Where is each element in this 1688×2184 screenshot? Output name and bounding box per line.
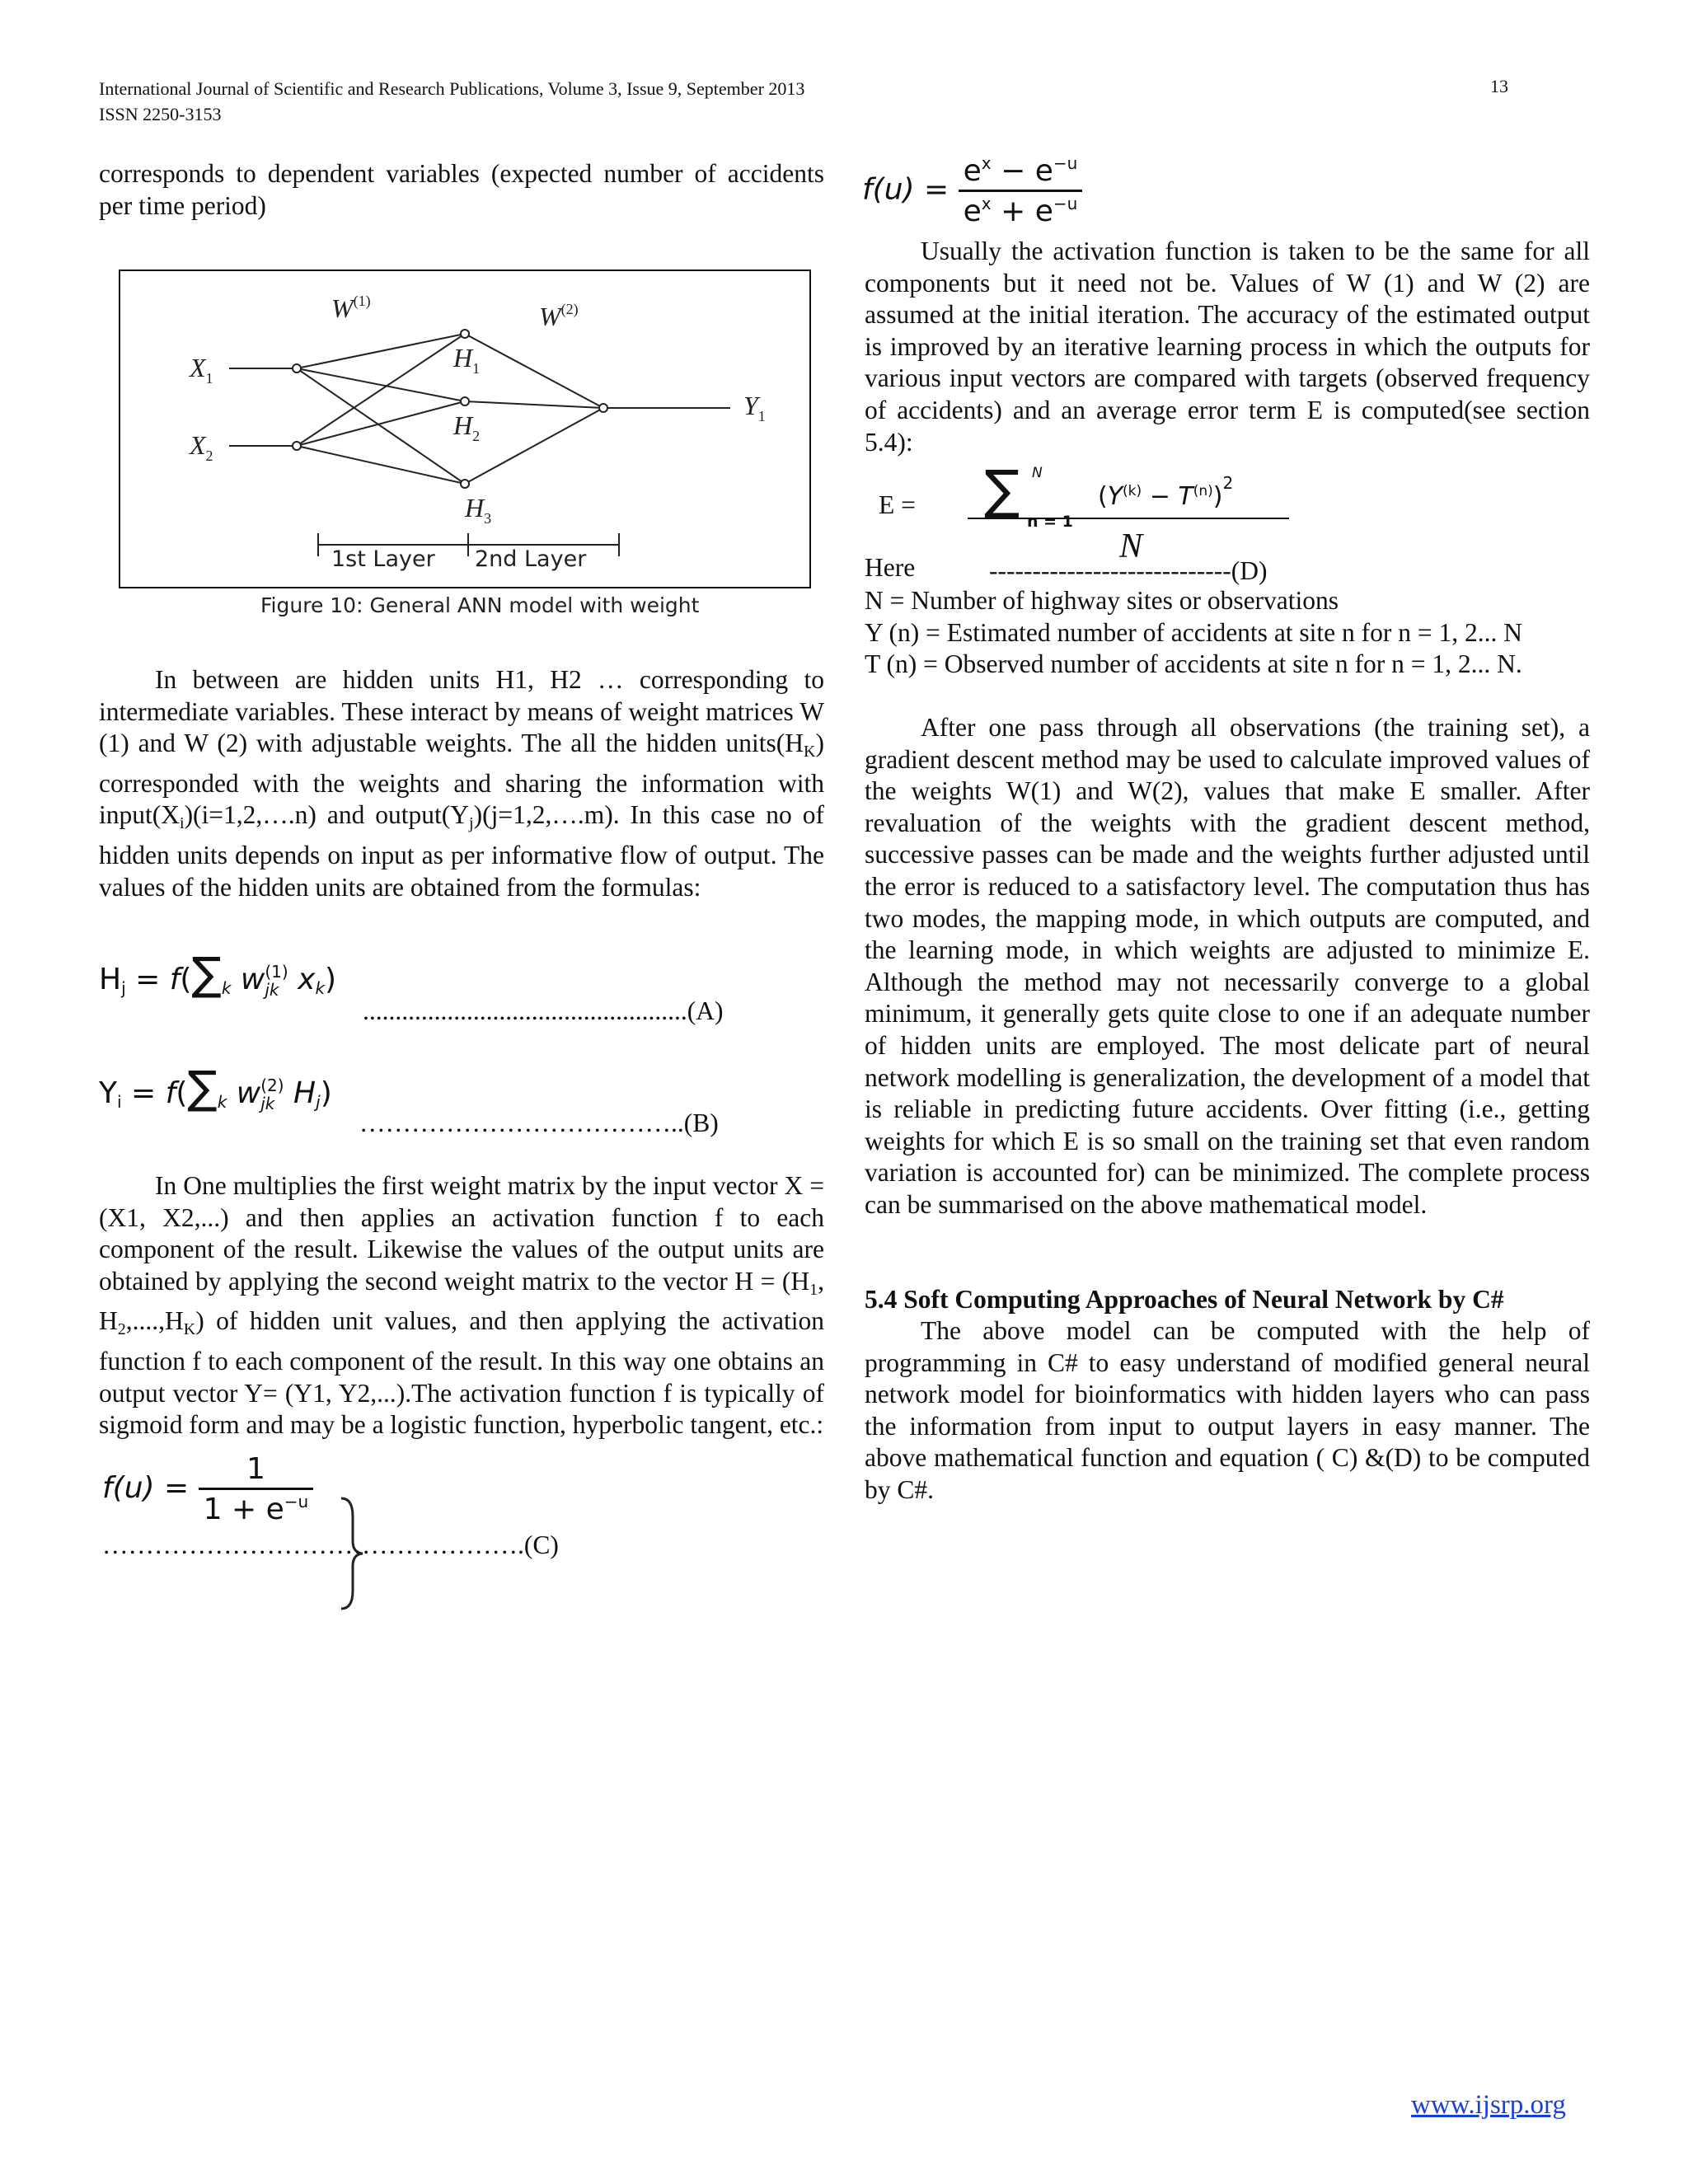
node-x1 xyxy=(293,364,301,373)
sigma-lower: n = 1 xyxy=(1027,513,1073,531)
right-para-3 xyxy=(865,1315,1590,1507)
activation-paragraph: In One multiplies the first weight matrix by the input vector X = (X1, X2,...) and then applies an activation function f to each component of the result. Likewise the values of the output units are obtained by applying the second weight matrix to the vector $H = (H_1$, $H_2,....,H_K$) of hidden unit values, and then applying the activation function f to each component of the result. In this way one obtains an output vector Y= (Y1, Y2,...).The activation function f is typically of sigmoid form and may be a logistic function, hyperbolic tangent, etc.: xyxy=(99,1171,824,1440)
right-para-1 xyxy=(865,236,1590,458)
running-header xyxy=(99,76,804,127)
node-h1 xyxy=(461,330,469,338)
label-x2: $X_2$ xyxy=(190,430,213,464)
section-title: 5.4 Soft Computing Approaches of Neural Network by C# xyxy=(865,1285,1504,1314)
label-w2: $W^{(2)}$ xyxy=(539,301,579,331)
equation-c-label: ………………………………………….(C) xyxy=(102,1530,559,1559)
sigma-upper: N xyxy=(1032,465,1043,481)
sigma-symbol: ∑ xyxy=(984,460,1020,521)
definition-t: T (n) = Observed number of accidents at site n for n = 1, 2... N. xyxy=(865,649,1522,679)
label-h3: $H_3$ xyxy=(465,493,492,527)
edge-h1-out xyxy=(465,334,603,408)
label-w1: $W^{(1)}$ xyxy=(331,293,371,323)
right-para-2 xyxy=(865,712,1590,1221)
label-h1: $H_1$ xyxy=(453,343,481,377)
definitions-list xyxy=(865,585,1598,681)
label-x1: $X_1$ xyxy=(190,353,213,387)
equation-a-label: ..................................................(A) xyxy=(363,996,724,1025)
label-h2: $H_2$ xyxy=(453,410,481,444)
equation-d-label: ----------------------------(D) xyxy=(989,556,1268,585)
left-intro xyxy=(99,158,824,222)
equation-a: $H_j = f(\sum_k$ w (1) jk $x_k$) xyxy=(99,948,337,1000)
csharp-paragraph: The above model can be computed with the help of programming in C# to easy understand of modified general neural network model for bioinformatics with hidden layers who can pass the information from input to output layers in easy manner. The above mathematical function and equation ( C) &(D) to be computed by C#. xyxy=(865,1316,1590,1504)
edge-x2-h3 xyxy=(297,446,465,484)
ann-diagram xyxy=(120,271,809,587)
equation-d-denominator: N xyxy=(1119,527,1143,565)
equation-b: $Y_i = f(\sum_k$ w (2) jk $H_j$) xyxy=(99,1062,332,1113)
issn: ISSN 2250-3153 xyxy=(99,104,222,124)
tanh-fraction: $\frac{e^x - e^{-u}}{e^x + e^{-u}}$ xyxy=(959,153,1083,228)
edge-h3-out xyxy=(465,408,603,484)
definition-y: Y (n) = Estimated number of accidents at site n for n = 1, 2... N xyxy=(865,617,1523,647)
equation-tanh: f(u) = $\frac{e^x - e^{-u}}{e^x + e^{-u}}$ xyxy=(862,153,1082,228)
training-paragraph: After one pass through all observations (the training set), a gradient descent method may be used to calculate improved values of the weights W(1) and W(2), values that make E smaller. After revaluation of the weights with the gradient descent method, successive passes can be made and the weights further adjusted until the error is reduced to a satisfactory level. The computation thus has two modes, the mapping mode, in which outputs are computed, and the learning mode, in which weights are adjusted to minimize E. Although the method may not necessarily converge to a global minimum, it generally gets quite close to one if an adequate number of hidden units are employed. The most delicate part of neural network modelling is generalization, the development of a model that is reliable in predicting future accidents. Over fitting (i.e., getting weights for which E is so small on the training set that even random variation is accounted for) can be minimized. The complete process can be summarised on the above mathematical model. xyxy=(865,713,1590,1219)
node-h2 xyxy=(461,397,469,405)
left-para-2 xyxy=(99,1170,824,1441)
label-y1: $Y_1$ xyxy=(743,391,766,424)
hidden-units-paragraph: In between are hidden units H1, H2 … corresponding to intermediate variables. These interact by means of weight matrices W (1) and W (2) with adjustable weights. The all the hidden $units(H_K)$ corresponded with the weights and sharing the information with $input(X_i)(i=1,2,\dots.n)$ and $output(Y_j)(j=1,2,\dots.m)$. In this case no of hidden units depends on input as per informative flow of output. The values of the hidden units are obtained from the formulas: xyxy=(99,665,824,902)
definition-n: N = Number of highway sites or observations xyxy=(865,586,1339,615)
node-y1 xyxy=(599,404,607,412)
fraction-bar xyxy=(968,518,1289,519)
equation-d-lhs: E = xyxy=(879,490,916,519)
iteration-paragraph: Usually the activation function is taken to be the same for all components but it need not be. Values of W (1) and W (2) are assumed at the initial iteration. The accuracy of the estimated output is improved by an iterative learning process in which the outputs for various input vectors are compared with targets (observed frequency of accidents) and an average error term E is computed(see section 5.4): xyxy=(865,237,1590,457)
edge-x2-h2 xyxy=(297,401,465,446)
intro-text: corresponds to dependent variables (expected number of accidents per time period) xyxy=(99,159,824,220)
figure-caption: Figure 10: General ANN model with weight xyxy=(260,593,700,617)
equation-c: f(u) = $\frac{1}{1 + e^{-u}}$ xyxy=(102,1452,313,1526)
footer-link[interactable]: www.ijsrp.org xyxy=(1411,2090,1566,2120)
node-x2 xyxy=(293,442,301,450)
squared-term: $(Y^{(k)} - T^{(n)})^2$ xyxy=(1098,473,1234,511)
equation-d xyxy=(984,460,1289,532)
edge-h2-out xyxy=(465,401,603,408)
node-h3 xyxy=(461,480,469,488)
network-nodes xyxy=(293,330,607,488)
page-number: 13 xyxy=(1490,76,1508,96)
here-label: Here xyxy=(865,553,916,582)
equation-b-label: ………………………………..(B) xyxy=(359,1108,719,1137)
label-second-layer: 2nd Layer xyxy=(475,546,587,572)
left-para-1 xyxy=(99,664,824,903)
journal-title: International Journal of Scientific and Research Publications, Volume 3, Issue 9, September 2013 xyxy=(99,78,805,99)
label-first-layer: 1st Layer xyxy=(331,546,435,572)
ann-figure xyxy=(119,269,811,588)
sigmoid-fraction: $\frac{1}{1 + e^{-u}}$ xyxy=(199,1452,314,1526)
